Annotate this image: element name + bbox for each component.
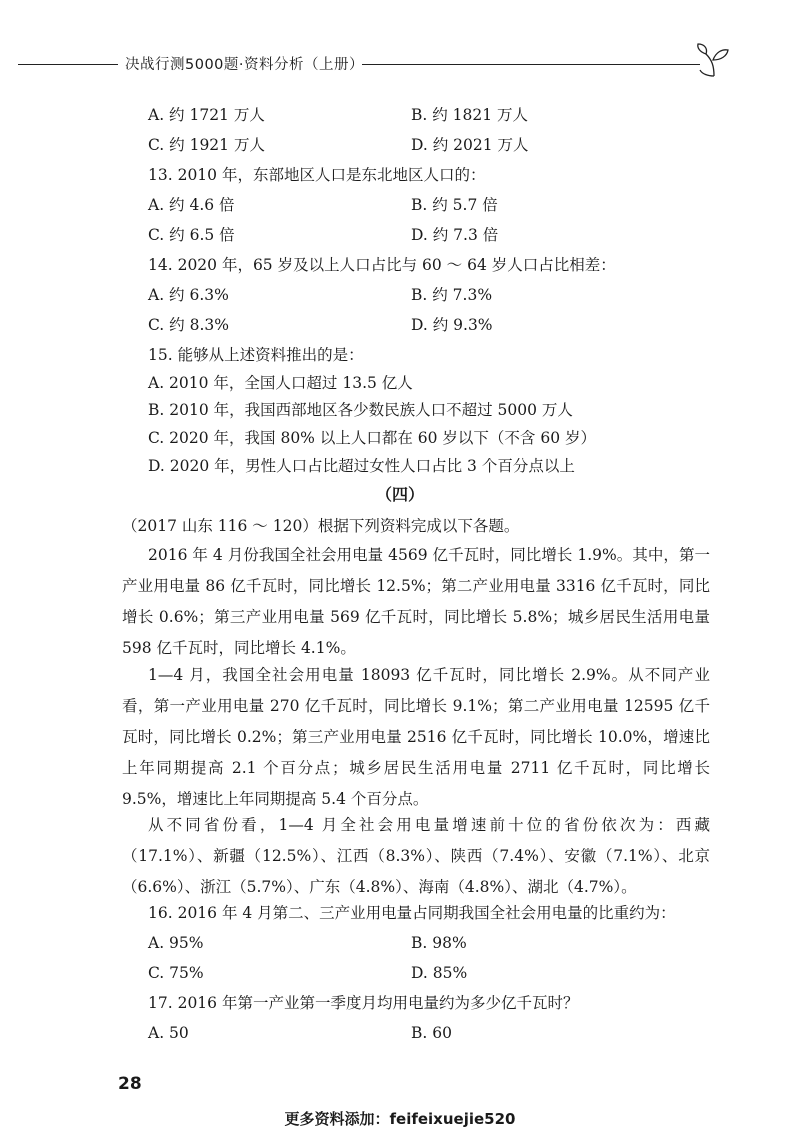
book-title: 决战行测5000题·资料分析（上册）: [125, 57, 365, 73]
q16-option-a: A. 95%: [148, 934, 204, 952]
q15-option-d: D. 2020 年，男性人口占比超过女性人口占比 3 个百分点以上: [148, 457, 575, 475]
q14-option-d: D. 约 9.3%: [411, 316, 493, 334]
q16-option-b: B. 98%: [411, 934, 467, 952]
material-paragraph-3: 从不同省份看，1—4 月全社会用电量增速前十位的省份依次为：西藏（17.1%）、新疆（12.5%）、江西（8.3%）、陕西（7.4%）、安徽（7.1%）、北京（6.6%）、浙江（5.7%）、广东（4.8%）、海南（4.8%）、湖北（4.7%）。: [122, 816, 710, 896]
q17-option-b: B. 60: [411, 1024, 452, 1042]
q15-stem: 15. 能够从上述资料推出的是：: [148, 346, 364, 364]
q13-stem: 13. 2010 年，东部地区人口是东北地区人口的：: [148, 166, 486, 184]
q16-option-d: D. 85%: [411, 964, 468, 982]
q17-option-a: A. 50: [148, 1024, 189, 1042]
section-intro: （2017 山东 116 ～ 120）根据下列资料完成以下各题。: [122, 517, 520, 535]
material-paragraph-1: 2016 年 4 月份我国全社会用电量 4569 亿千瓦时，同比增长 1.9%。其中，第一产业用电量 86 亿千瓦时，同比增长 12.5%；第二产业用电量 3316 亿千瓦时，同比增长 0.6%；第三产业用电量 569 亿千瓦时，同比增长 5.8%；城乡居民生活用电量 598 亿千瓦时，同比增长 4.1%。: [122, 546, 710, 657]
q13-option-d: D. 约 7.3 倍: [411, 226, 499, 244]
page-number: 28: [118, 1074, 142, 1094]
q13-option-a: A. 约 4.6 倍: [148, 196, 235, 214]
section-title: （四）: [375, 485, 424, 504]
q14-option-c: C. 约 8.3%: [148, 316, 229, 334]
q12-option-c: C. 约 1921 万人: [148, 136, 265, 154]
q15-option-c: C. 2020 年，我国 80% 以上人口都在 60 岁以下（不含 60 岁）: [148, 429, 596, 447]
q12-option-a: A. 约 1721 万人: [148, 106, 265, 124]
q15-option-a: A. 2010 年，全国人口超过 13.5 亿人: [148, 374, 413, 392]
q12-option-b: B. 约 1821 万人: [411, 106, 529, 124]
q16-option-c: C. 75%: [148, 964, 204, 982]
q13-option-c: C. 约 6.5 倍: [148, 226, 235, 244]
q15-option-b: B. 2010 年，我国西部地区各少数民族人口不超过 5000 万人: [148, 401, 573, 419]
q16-stem: 16. 2016 年 4 月第二、三产业用电量占同期我国全社会用电量的比重约为：: [148, 904, 676, 922]
footer-note: 更多资料添加：feifeixuejie520: [284, 1110, 516, 1128]
q14-stem: 14. 2020 年，65 岁及以上人口占比与 60 ～ 64 岁人口占比相差：: [148, 256, 616, 274]
q13-option-b: B. 约 5.7 倍: [411, 196, 498, 214]
material-paragraph-2: 1—4 月，我国全社会用电量 18093 亿千瓦时，同比增长 2.9%。从不同产业看，第一产业用电量 270 亿千瓦时，同比增长 9.1%；第二产业用电量 12595 亿千瓦时，同比增长 0.2%；第三产业用电量 2516 亿千瓦时，同比增长 10.0%，增速比上年同期提高 2.1 个百分点；城乡居民生活用电量 2711 亿千瓦时，同比增长 9.5%，增速比上年同期提高 5.4 个百分点。: [122, 666, 710, 808]
q17-stem: 17. 2016 年第一产业第一季度月均用电量约为多少亿千瓦时？: [148, 994, 579, 1012]
q14-option-a: A. 约 6.3%: [148, 286, 229, 304]
q14-option-b: B. 约 7.3%: [411, 286, 493, 304]
q12-option-d: D. 约 2021 万人: [411, 136, 529, 154]
